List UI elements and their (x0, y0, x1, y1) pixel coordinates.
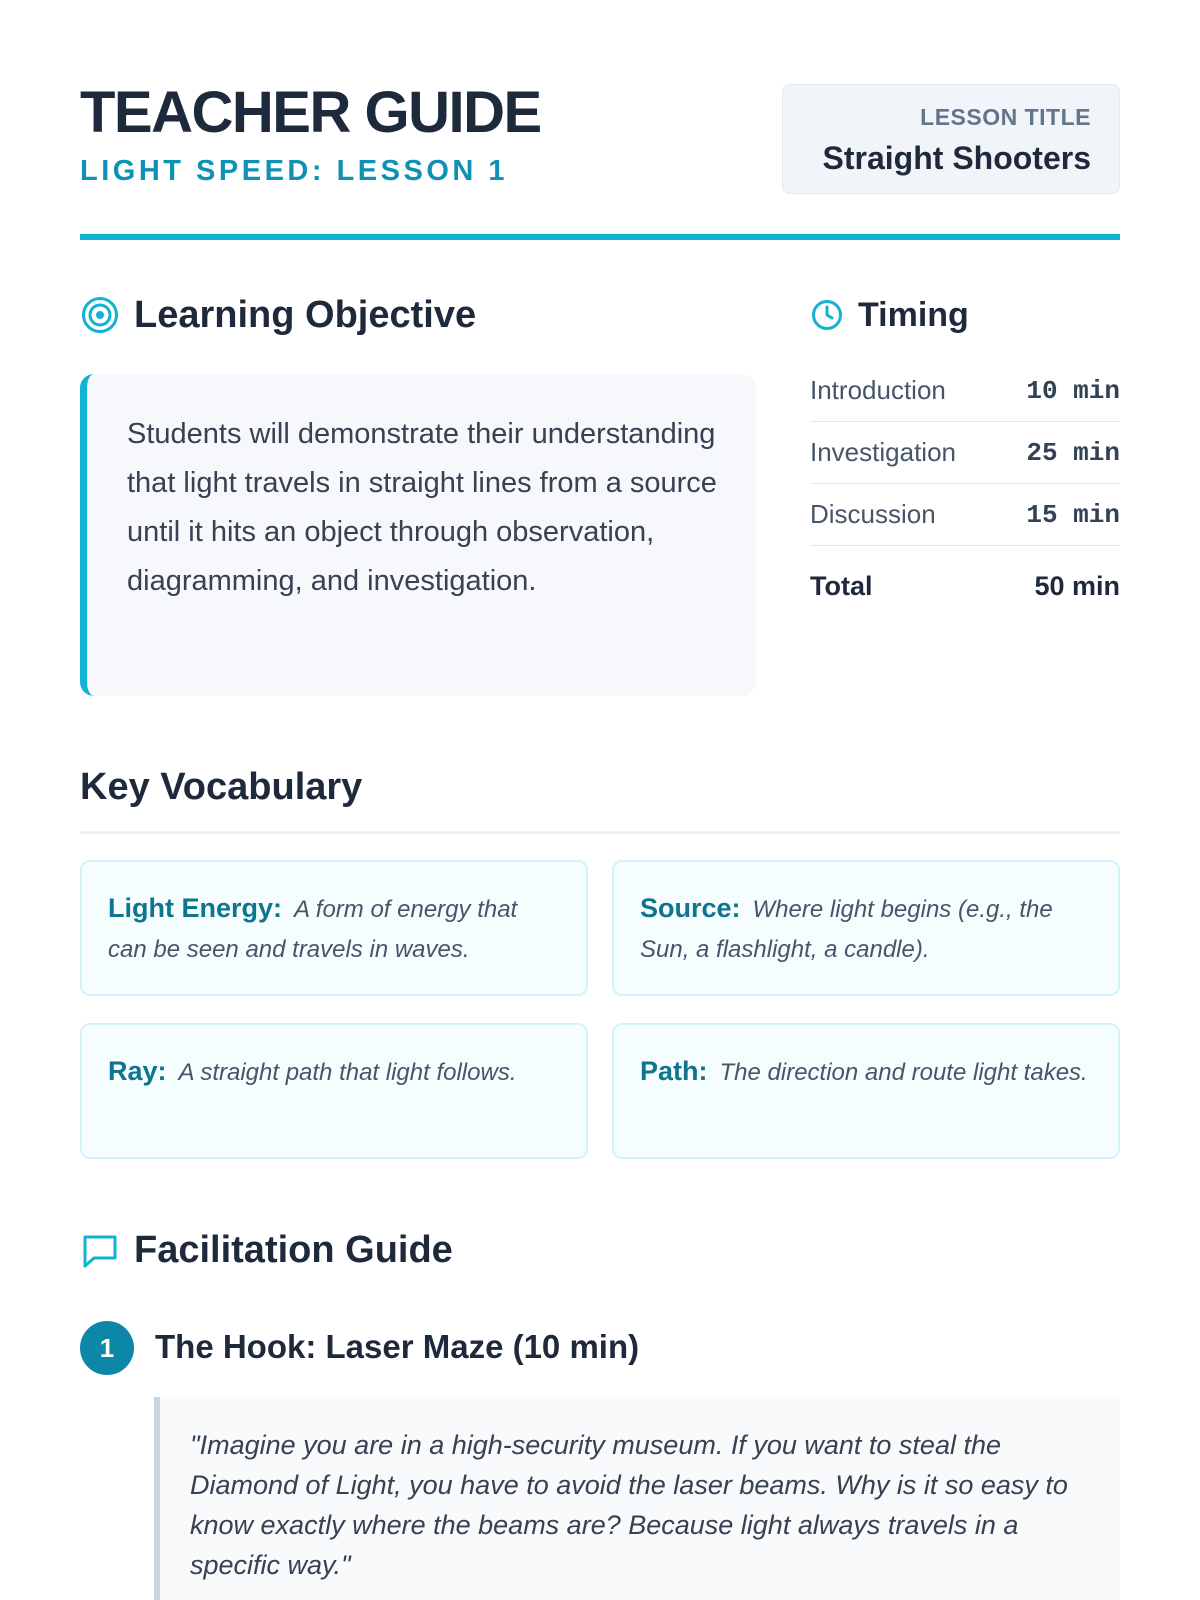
timing-row (810, 422, 1120, 484)
timing-total-value: 50 min (1034, 570, 1120, 601)
timing-row-label: Introduction (810, 375, 946, 405)
vocabulary-term: Source: (640, 893, 741, 923)
step-script-quote (154, 1397, 1120, 1600)
timing-table (810, 360, 1120, 626)
facilitation-guide-title: Facilitation Guide (134, 1229, 453, 1271)
vocabulary-definition: A straight path that light follows. (178, 1059, 517, 1086)
vocabulary-card (612, 860, 1120, 996)
timing-row-label: Discussion (810, 499, 936, 529)
learning-objective-heading (80, 290, 756, 340)
facilitation-guide-heading (80, 1225, 1120, 1275)
timing-row (810, 360, 1120, 422)
vocabulary-card (612, 1023, 1120, 1159)
vocabulary-divider (80, 831, 1120, 834)
timing-title: Timing (858, 296, 969, 334)
vocabulary-card (80, 860, 588, 996)
step-title: The Hook: Laser Maze (10 min) (155, 1328, 640, 1365)
facilitation-guide-section (80, 1225, 1120, 1580)
vocabulary-card (80, 1023, 588, 1159)
vocabulary-term: Ray: (108, 1056, 167, 1086)
speech-bubble-icon (80, 1230, 120, 1270)
header-divider (80, 234, 1120, 240)
vocabulary-term: Light Energy: (108, 893, 282, 923)
target-icon (80, 295, 120, 335)
lesson-title-value: Straight Shooters (822, 140, 1091, 176)
timing-heading (810, 290, 1120, 340)
learning-objective-section (80, 290, 756, 597)
timing-row-label: Investigation (810, 437, 956, 467)
timing-row-value: 25 min (1026, 437, 1120, 468)
timing-total-row (810, 546, 1120, 626)
step-quote-text: "Imagine you are in a high-security museum. If you want to steal the Diamond of Light, you have to avoid the laser beams. Why is it so easy to know exactly where the beams are? Because light always travels in a specific way." (190, 1430, 1068, 1580)
lesson-title-box (782, 84, 1120, 194)
timing-row-value: 10 min (1026, 375, 1120, 406)
key-vocabulary-title: Key Vocabulary (80, 766, 363, 808)
vocabulary-term: Path: (640, 1056, 708, 1086)
learning-objective-title: Learning Objective (134, 294, 477, 336)
document-subtitle: LIGHT SPEED: LESSON 1 (80, 155, 508, 187)
vocabulary-definition: The direction and route light takes. (719, 1059, 1088, 1086)
vocabulary-definition: Where light begins (e.g., the Sun, a flashlight, a candle). (640, 896, 1053, 963)
key-vocabulary-section (80, 765, 1120, 1086)
timing-section (810, 290, 1120, 601)
step-number-badge: 1 (80, 1321, 134, 1375)
page-header (80, 80, 1120, 240)
objective-text: Students will demonstrate their understanding that light travels in straight lines from a source until it hits an object through observation, diagramming, and investigation. (127, 418, 717, 597)
lesson-title-label: LESSON TITLE (920, 104, 1091, 130)
clock-icon (810, 298, 844, 332)
objective-card (80, 374, 756, 696)
timing-row (810, 484, 1120, 546)
timing-total-label: Total (810, 570, 873, 601)
document-title: TEACHER GUIDE (80, 80, 541, 145)
vocabulary-definition: A form of energy that can be seen and travels in waves. (108, 896, 518, 963)
timing-row-value: 15 min (1026, 499, 1120, 530)
